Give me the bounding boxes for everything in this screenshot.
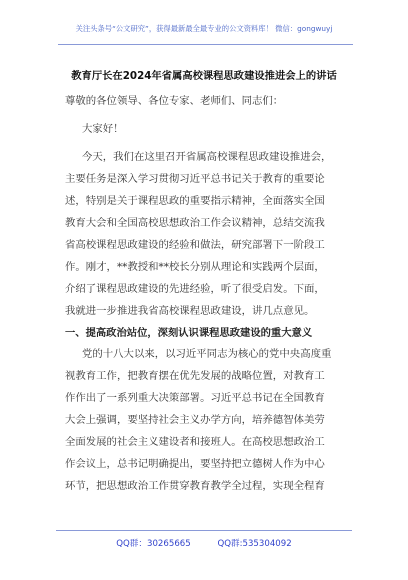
salutation: 尊敬的各位领导、各位专家、老师们、同志们： — [65, 95, 284, 107]
paragraph-line: 视教育工作，把教育摆在优先发展的战略位置，对教育工 — [65, 370, 325, 382]
header-banner: 关注头条号“公文研究”，获得最新最全最专业的公文资料库！ 微信：gongwuyj — [75, 24, 333, 33]
header-divider — [58, 44, 353, 45]
paragraph-line: 介绍了课程思政建设的先进经验，听了很受启发。下面， — [65, 283, 325, 295]
section-heading: 一、提高政治站位，深刻认识课程思政建设的重大意义 — [65, 327, 313, 339]
paragraph-line: 大会上强调，要坚持社会主义办学方向，培养德智体美劳 — [65, 414, 325, 426]
paragraph-line: 省高校课程思政建设的经验和做法，研究部署下一阶段工 — [65, 239, 325, 251]
footer — [0, 537, 408, 549]
paragraph-line: 作会议上，总书记明确提出，要坚持把立德树人作为中心 — [65, 458, 325, 470]
paragraph-line: 述，特别是关于课程思政的重要指示精神，全面落实全国 — [65, 195, 325, 207]
footer-divider — [56, 530, 352, 531]
document-title: 教育厅长在2024年省属高校课程思政建设推进会上的讲话 — [71, 70, 337, 82]
paragraph-line: 环节，把思想政治工作贯穿教育教学全过程，实现全程育 — [65, 480, 325, 492]
paragraph-line: 作作出了一系列重大决策部署。习近平总书记在全国教育 — [65, 392, 325, 404]
footer-qq-group-2: QQ群:535304092 — [217, 539, 292, 549]
paragraph-line: 党的十八大以来，以习近平同志为核心的党中央高度重 — [82, 348, 332, 360]
paragraph-line: 主要任务是深入学习贯彻习近平总书记关于教育的重要论 — [65, 173, 325, 185]
paragraph-line: 我就进一步推进我省高校课程思政建设，讲几点意见。 — [65, 305, 315, 317]
paragraph-line: 今天，我们在这里召开省属高校课程思政建设推进会， — [82, 151, 332, 163]
paragraph-line: 作。刚才，**教授和**校长分别从理论和实践两个层面， — [65, 261, 325, 273]
footer-qq-group-1: QQ群：30265665 — [116, 539, 191, 549]
paragraph-line: 全面发展的社会主义建设者和接班人。在高校思想政治工 — [65, 436, 325, 448]
greeting: 大家好！ — [82, 123, 124, 135]
paragraph-line: 教育大会和全国高校思想政治工作会议精神，总结交流我 — [65, 217, 325, 229]
